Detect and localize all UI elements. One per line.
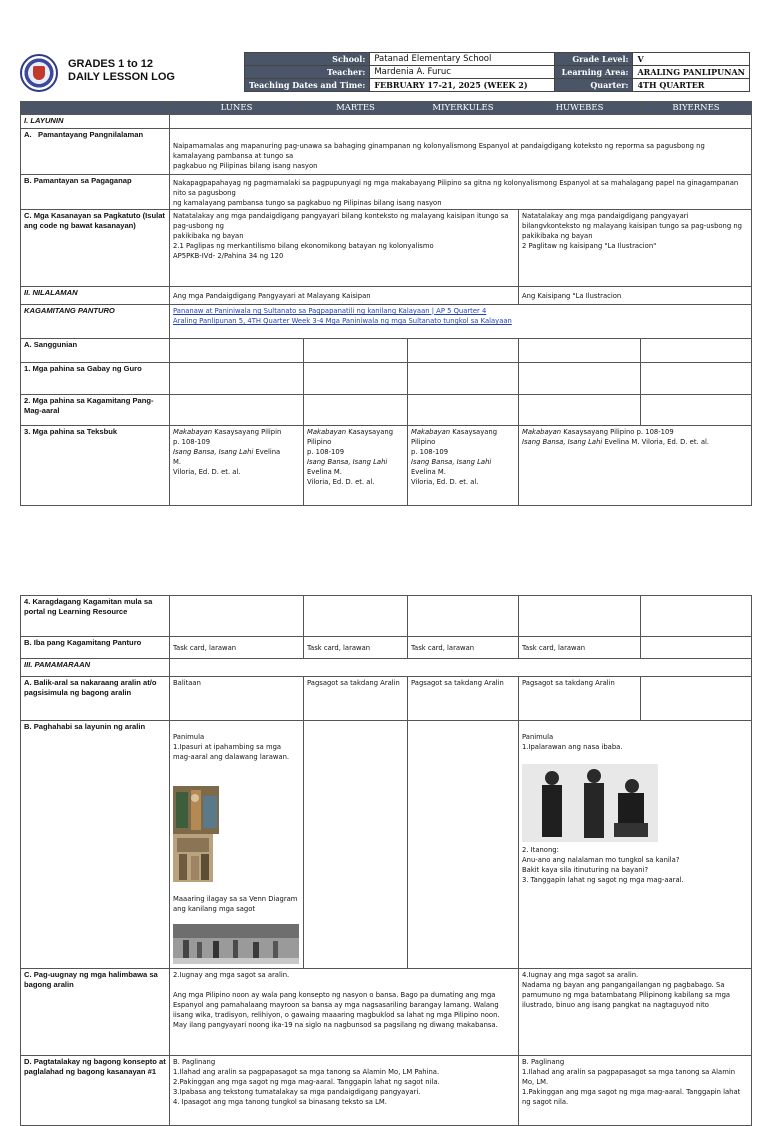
kpm-wed bbox=[408, 395, 519, 426]
karagdagang-mon bbox=[170, 596, 304, 637]
pamamaraan-label: III. PAMAMARAAN bbox=[21, 659, 170, 677]
teksbuk-mon-d: Evelina M. Viloria, Ed. D. et. al. bbox=[173, 448, 281, 476]
gabay-thu bbox=[519, 363, 641, 395]
kagamitang-panturo-label: KAGAMITANG PANTURO bbox=[21, 305, 170, 339]
paghahabi-thu-fri bbox=[519, 721, 752, 969]
kasanayan-label: C. Mga Kasanayan sa Pagkatuto (Isulat ang code ng bawat kasanayan) bbox=[21, 210, 170, 287]
teaching-dates-value: FEBRUARY 17-21, 2025 (WEEK 2) bbox=[370, 79, 555, 92]
iba-wed: Task card, larawan bbox=[408, 637, 519, 659]
grade-level-value: V bbox=[633, 53, 750, 66]
document-title bbox=[68, 58, 175, 84]
pamantayan-pagaganap-label: B. Pamantayan sa Pagaganap bbox=[21, 175, 170, 210]
teacher-value: Mardenia A. Furuc bbox=[370, 66, 555, 79]
karagdagang-thu bbox=[519, 596, 641, 637]
layunin-cell bbox=[170, 115, 752, 129]
teksbuk-thu-a: Makabayan bbox=[522, 428, 562, 436]
pamantayang-prefix: A. bbox=[24, 130, 32, 139]
karagdagang-wed bbox=[408, 596, 519, 637]
balik-wed: Pagsagot sa takdang Aralin bbox=[408, 677, 519, 721]
paghahabi-mon-text-2: Maaaring ilagay sa sa Venn Diagram ang kanilang mga sagot bbox=[173, 895, 298, 913]
sanggunian-fri bbox=[641, 339, 752, 363]
iba-thu: Task card, larawan bbox=[519, 637, 641, 659]
teksbuk-thu-fri bbox=[519, 426, 752, 506]
paghahabi-label: B. Paghahabi sa layunin ng aralin bbox=[21, 721, 170, 969]
school-label: School: bbox=[245, 53, 370, 66]
paghahabi-thu-text-2: 2. Itanong: Anu-ano ang nalalaman mo tungkol sa kanila? Bakit kaya sila itinuturing na bayani? 3. Tanggapin lahat ng sagot ng mga mag-aaral. bbox=[522, 846, 684, 884]
historical-photo-2 bbox=[173, 834, 213, 882]
karagdagang-fri bbox=[641, 596, 752, 637]
historical-photo-1 bbox=[173, 786, 219, 834]
learning-area-label: Learning Area: bbox=[554, 66, 632, 79]
day-header-miyerkules: MIYERKULES bbox=[408, 102, 519, 115]
sanggunian-mon bbox=[170, 339, 304, 363]
gabay-mon bbox=[170, 363, 304, 395]
pagtatalakay-mon-wed: B. Paglinang 1.Ilahad ang aralin sa pagpapasagot sa mga tanong sa Alamin Mo, LM Pahina. 2.Pakinggan ang mga sagot ng mga mag-aaral. Tanggapin lahat ng sagot nila. 3.Ipabasa ang tekstong tumatalakay sa mga pandaigdigang pangyayari. 4. Ipasagot ang mga tanong tungkol sa binasang teksto sa LM. bbox=[170, 1056, 519, 1126]
pamantayan-pagaganap-text: Nakapagpapahayag ng pagmamalaki sa pagpupunyagi ng mga makabayang Pilipino sa gitna ng kolonyalismong Espanyol at sa mahalagang papel na ginagampanan nito sa pagusbong ng kamalayang pambansa tungo sa pagkabuo ng Pilipinas bilang isang nasyon bbox=[170, 175, 752, 210]
day-header-blank bbox=[21, 102, 170, 115]
teksbuk-wed bbox=[408, 426, 519, 506]
nilalaman-thu-fri: Ang Kaisipang "La Ilustracion bbox=[519, 287, 752, 305]
nilalaman-mon-wed: Ang mga Pandaigdigang Pangyayari at Malayang Kaisipan bbox=[170, 287, 519, 305]
gabay-guro-label: 1. Mga pahina sa Gabay ng Guro bbox=[21, 363, 170, 395]
resource-link-1[interactable]: Pananaw at Paniniwala ng Sultanato sa Pagpapanatili ng kanilang Kalayaan | AP 5 Quarter 4 bbox=[173, 307, 487, 315]
day-header-martes: MARTES bbox=[304, 102, 408, 115]
kasanayan-mon-wed: Natatalakay ang mga pandaigdigang pangyayari bilang konteksto ng malayang kaisipan itungo sa pag-usbong ng pakikibaka ng bayan 2.1 Paglipas ng merkantilismo bilang ekonomikong batayan ng kolonyalismo AP5PKB-IVd- 2/Pahina 34 ng 120 bbox=[170, 210, 519, 287]
teksbuk-mon-b: Kasaysayang Pilipin p. 108-109 bbox=[173, 428, 282, 446]
gabay-tue bbox=[304, 363, 408, 395]
title-line-1: GRADES 1 to 12 bbox=[68, 58, 153, 70]
teksbuk-label: 3. Mga pahina sa Teksbuk bbox=[21, 426, 170, 506]
pagtatalakay-label: D. Pagtatalakay ng bagong konsepto at paglalahad ng bagong kasanayan #1 bbox=[21, 1056, 170, 1126]
balik-fri bbox=[641, 677, 752, 721]
teksbuk-tue bbox=[304, 426, 408, 506]
pag-uugnay-thu-fri: 4.Iugnay ang mga sagot sa aralin. Nadama ng bayan ang pangangailangan ng pagbabago. Sa pamumuno ng mga batambatang Pilipinong kabilang sa mga ilustrado, binuo ang isang pangkat na nagtaguyod nito bbox=[519, 969, 752, 1056]
balik-aral-label: A. Balik-aral sa nakaraang aralin at/o pagsisimula ng bagong aralin bbox=[21, 677, 170, 721]
quarter-label: Quarter: bbox=[554, 79, 632, 92]
day-header-biyernes: BIYERNES bbox=[641, 102, 752, 115]
iba-mon: Task card, larawan bbox=[170, 637, 304, 659]
teksbuk-thu-b: Kasaysayang Pilipino p. 108-109 bbox=[561, 428, 674, 436]
teksbuk-wed-c: Isang Bansa, Isang Lahi bbox=[411, 458, 492, 466]
kpm-mon bbox=[170, 395, 304, 426]
teksbuk-tue-d: Evelina M. Viloria, Ed. D. et. al. bbox=[307, 468, 375, 486]
iba-kagamitan-label: B. Iba pang Kagamitang Panturo bbox=[21, 637, 170, 659]
teksbuk-wed-d: Evelina M. Viloria, Ed. D. et. al. bbox=[411, 468, 479, 486]
nilalaman-label: II. NILALAMAN bbox=[21, 287, 170, 305]
iba-tue: Task card, larawan bbox=[304, 637, 408, 659]
title-line-2: DAILY LESSON LOG bbox=[68, 71, 175, 83]
learning-area-value: ARALING PANLIPUNAN bbox=[633, 66, 750, 79]
kagamitang-panturo-links bbox=[170, 305, 752, 339]
pagtatalakay-thu-fri: B. Paglinang 1.Ilahad ang aralin sa pagpapasagot sa mga tanong sa Alamin Mo, LM. 1.Pakinggan ang mga sagot ng mga mag-aaral. Tanggapin lahat ng sagot nila. bbox=[519, 1056, 752, 1126]
balik-thu: Pagsagot sa takdang Aralin bbox=[519, 677, 641, 721]
header-info-table bbox=[244, 52, 750, 92]
karagdagang-kagamitan-label: 4. Karagdagang Kagamitan mula sa portal ng Learning Resource bbox=[21, 596, 170, 637]
lesson-log-table-part-1 bbox=[20, 101, 752, 506]
day-header-huwebes: HUWEBES bbox=[519, 102, 641, 115]
teksbuk-tue-a: Makabayan bbox=[307, 428, 347, 436]
teksbuk-mon-a: Makabayan bbox=[173, 428, 213, 436]
kpm-fri bbox=[641, 395, 752, 426]
kpm-thu bbox=[519, 395, 641, 426]
teksbuk-wed-b: Kasaysayang Pilipino p. 108-109 bbox=[411, 428, 498, 456]
day-header-lunes: LUNES bbox=[170, 102, 304, 115]
pamamaraan-cell bbox=[170, 659, 752, 677]
balik-mon: Balitaan bbox=[170, 677, 304, 721]
quarter-value: 4TH QUARTER bbox=[633, 79, 750, 92]
school-value: Patanad Elementary School bbox=[370, 53, 555, 66]
paghahabi-mon bbox=[170, 721, 304, 969]
sanggunian-thu bbox=[519, 339, 641, 363]
teacher-label: Teacher: bbox=[245, 66, 370, 79]
pamantayang-pangnilalaman-label bbox=[21, 129, 170, 175]
grade-level-label: Grade Level: bbox=[554, 53, 632, 66]
iba-fri bbox=[641, 637, 752, 659]
ilustrados-photo bbox=[522, 764, 658, 842]
pamantayang-pangnilalaman-text: Naipamamalas ang mapanuring pag-unawa sa bahaging ginampanan ng kolonyalismong Espanyol at pandaigdigang koteksto ng reporma sa pagusbong ng kamalayang pambansa at tungo sa pagkabuo ng Pilipinas bilang isang nasyon bbox=[170, 129, 752, 175]
sanggunian-wed bbox=[408, 339, 519, 363]
gabay-fri bbox=[641, 363, 752, 395]
teksbuk-mon-c: Isang Bansa, Isang Lahi bbox=[173, 448, 254, 456]
kpm-tue bbox=[304, 395, 408, 426]
karagdagang-tue bbox=[304, 596, 408, 637]
historical-photo-3 bbox=[173, 924, 299, 964]
teksbuk-thu-d: Evelina M. Viloria, Ed. D. et. al. bbox=[602, 438, 710, 446]
layunin-label: I. LAYUNIN bbox=[21, 115, 170, 129]
kagamitang-pang-mag-aaral-label: 2. Mga pahina sa Kagamitang Pang-Mag-aaral bbox=[21, 395, 170, 426]
balik-tue: Pagsagot sa takdang Aralin bbox=[304, 677, 408, 721]
teaching-dates-label: Teaching Dates and Time: bbox=[245, 79, 370, 92]
paghahabi-tue bbox=[304, 721, 408, 969]
paghahabi-wed bbox=[408, 721, 519, 969]
pag-uugnay-mon-wed: 2.Iugnay ang mga sagot sa aralin. Ang mga Pilipino noon ay wala pang konsepto ng nasyon o bansa. Bago pa dumating ang mga Espanyol ang pamahalaang mayroon sa bansa ay mga nagsasariling barangay lamang. Walang iisang wika, tradisyon, relihiyon, o gawaing maaaring magbuklod sa lahat ng mga Pilipino noon. May ilang pangyayari noong ika-19 na siglo na nagbunsod sa pagsilang ng diwang makabansa. bbox=[170, 969, 519, 1056]
teksbuk-mon bbox=[170, 426, 304, 506]
teksbuk-tue-b: Kasaysayang Pilipino p. 108-109 bbox=[307, 428, 394, 456]
paghahabi-thu-text-1: Panimula 1.Ipalarawan ang nasa ibaba. bbox=[522, 733, 623, 751]
teksbuk-thu-c: Isang Bansa, Isang Lahi bbox=[522, 438, 603, 446]
teksbuk-tue-c: Isang Bansa, Isang Lahi bbox=[307, 458, 388, 466]
paghahabi-mon-text-1: Panimula 1.Ipasuri at ipahambing sa mga mag-aaral ang dalawang larawan. bbox=[173, 733, 290, 761]
kasanayan-thu-fri: Natatalakay ang mga pandaigdigang pangyayari bilangvkonteksto ng malayang kaisipan tungo sa pag-usbong ng pakikibaka ng bayan 2 Paglitaw ng kaisipang "La Ilustracion" bbox=[519, 210, 752, 287]
deped-seal-logo bbox=[20, 54, 58, 92]
lesson-log-table-part-2 bbox=[20, 595, 752, 1126]
pag-uugnay-label: C. Pag-uugnay ng mga halimbawa sa bagong aralin bbox=[21, 969, 170, 1056]
sanggunian-tue bbox=[304, 339, 408, 363]
gabay-wed bbox=[408, 363, 519, 395]
teksbuk-wed-a: Makabayan bbox=[411, 428, 451, 436]
resource-link-2[interactable]: Araling Panlipunan 5, 4TH Quarter Week 3-4 Mga Paniniwala ng mga Sultanato tungkol sa Kalayaan bbox=[173, 317, 512, 325]
sanggunian-label: A. Sanggunian bbox=[21, 339, 170, 363]
pamantayang-label-text: Pamantayang Pangnilalaman bbox=[38, 130, 144, 139]
